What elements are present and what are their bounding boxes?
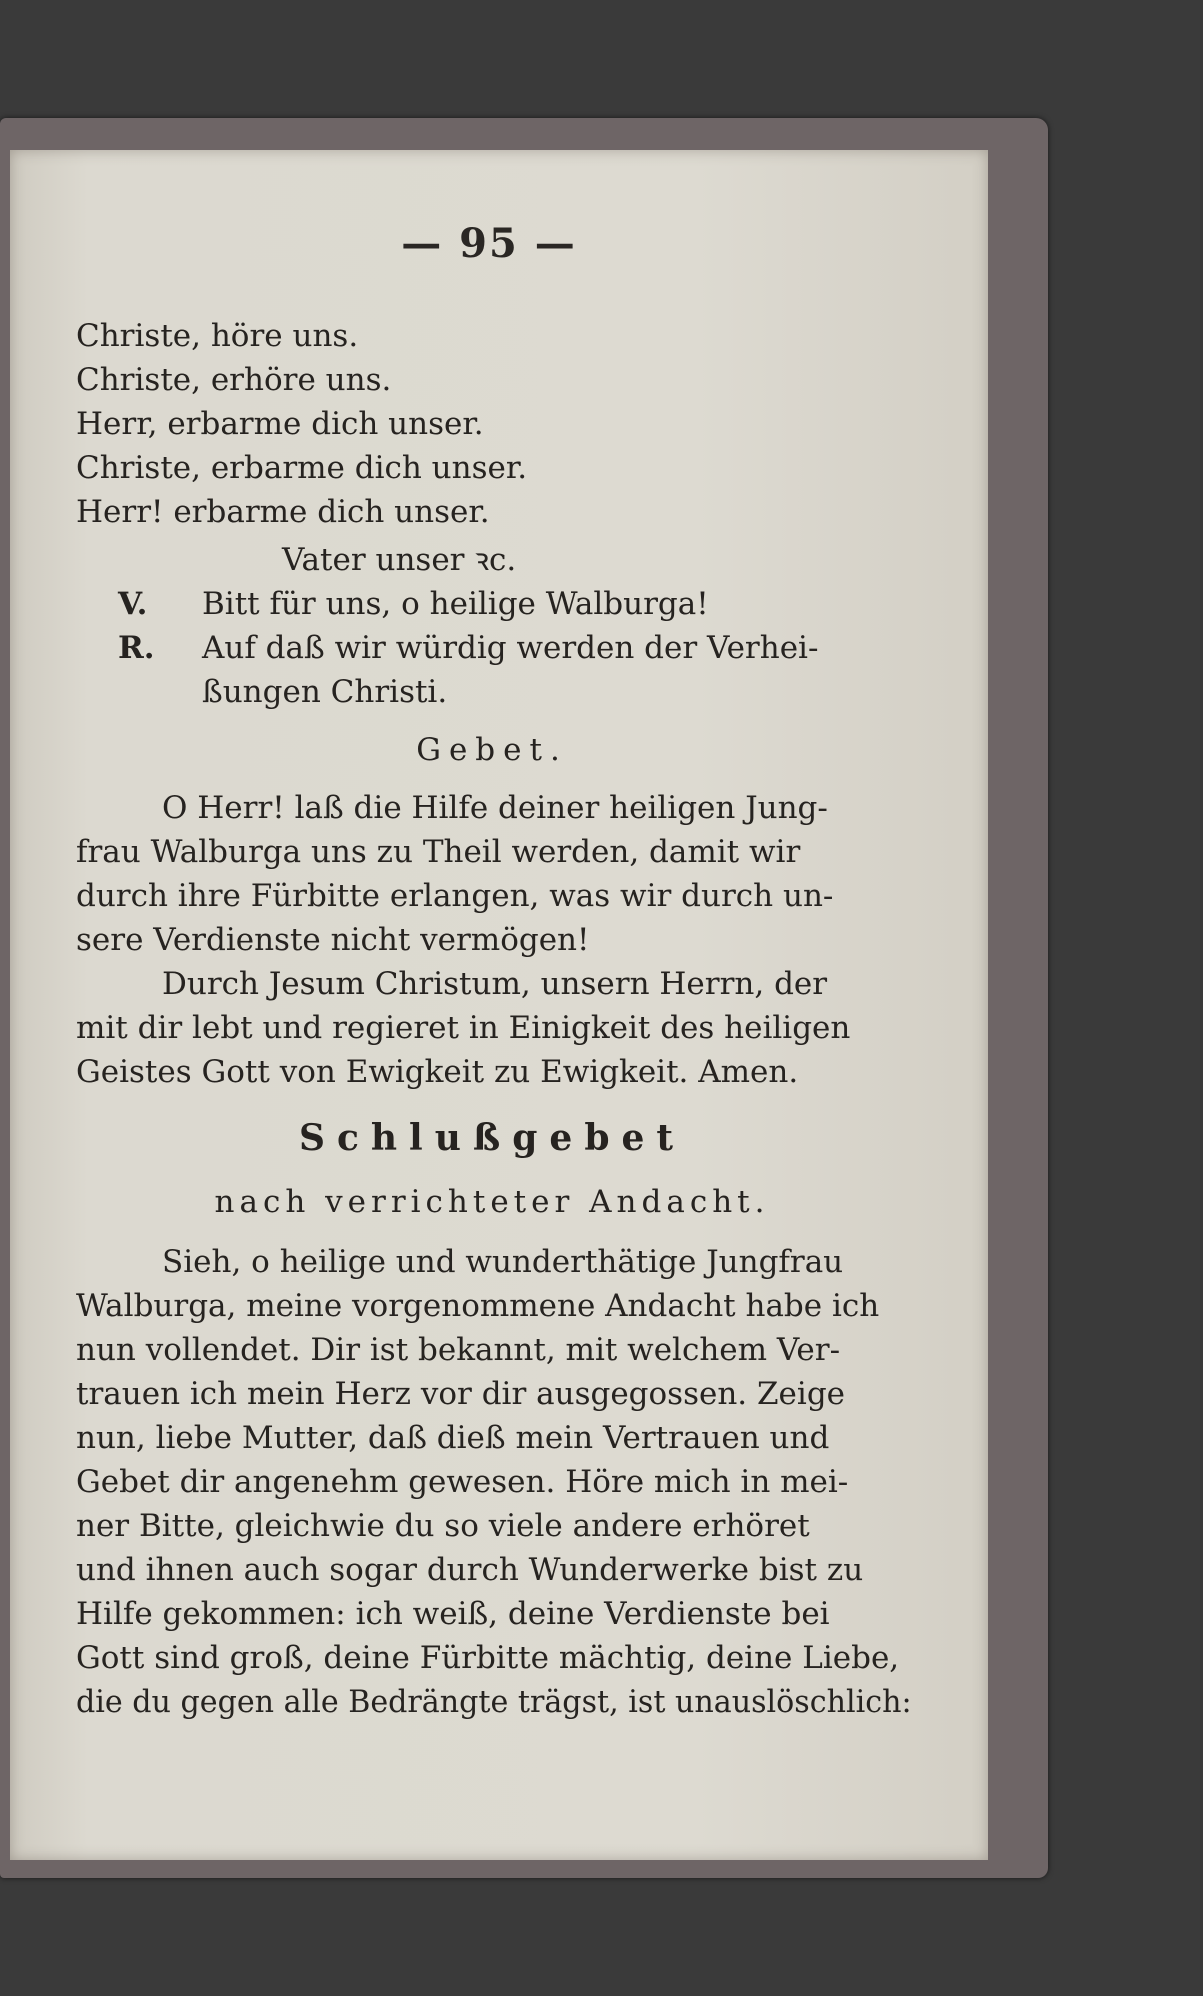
schluss-subheading: nach verrichteter Andacht. (214, 1184, 770, 1220)
schluss-line: Walburga, meine vorgenommene Andacht habe ich (76, 1288, 880, 1324)
schluss-line: Sieh, o heilige und wunderthätige Jungfrau (162, 1244, 844, 1280)
schluss-line: und ihnen auch sogar durch Wunderwerke bist zu (76, 1552, 864, 1588)
schluss-line: die du gegen alle Bedrängte trägst, ist unauslöschlich: (76, 1684, 912, 1720)
schluss-line: Hilfe gekommen: ich weiß, deine Verdienste bei (76, 1596, 830, 1632)
response-text: ßungen Christi. (202, 674, 448, 710)
gebet-line: O Herr! laß die Hilfe deiner heiligen Jung- (162, 790, 828, 826)
schluss-line: ner Bitte, gleichwie du so viele andere erhöret (76, 1508, 810, 1544)
gebet-line: Durch Jesum Christum, unsern Herrn, der (162, 966, 828, 1002)
schluss-line: Gott sind groß, deine Fürbitte mächtig, deine Liebe, (76, 1640, 900, 1676)
page-number: — 95 — (401, 220, 577, 267)
schluss-line: nun vollendet. Dir ist bekannt, mit welchem Ver- (76, 1332, 841, 1368)
vater-unser: Vater unser ꝛc. (282, 542, 517, 578)
schluss-heading: Schlußgebet (298, 1117, 686, 1159)
gebet-line: durch ihre Fürbitte erlangen, was wir durch un- (76, 878, 834, 914)
litany-line: Christe, erbarme dich unser. (76, 450, 528, 486)
response-text: Auf daß wir würdig werden der Verhei- (202, 630, 819, 666)
litany-line: Christe, erhöre uns. (76, 362, 392, 398)
gebet-heading: Gebet. (416, 732, 568, 768)
schluss-line: trauen ich mein Herz vor dir ausgegossen. Zeige (76, 1376, 846, 1412)
gebet-line: mit dir lebt und regieret in Einigkeit des heiligen (76, 1010, 851, 1046)
response-label: R. (118, 630, 155, 666)
gebet-line: Geistes Gott von Ewigkeit zu Ewigkeit. Amen. (76, 1054, 799, 1090)
litany-line: Christe, höre uns. (76, 318, 359, 354)
gebet-line: sere Verdienste nicht vermögen! (76, 922, 590, 958)
versicle-text: Bitt für uns, o heilige Walburga! (202, 586, 709, 622)
versicle-label: V. (118, 586, 148, 622)
schluss-line: Gebet dir angenehm gewesen. Höre mich in mei- (76, 1464, 849, 1500)
litany-line: Herr, erbarme dich unser. (76, 406, 484, 442)
page-text (72, 0, 912, 1996)
litany-line: Herr! erbarme dich unser. (76, 494, 490, 530)
schluss-line: nun, liebe Mutter, daß dieß mein Vertrauen und (76, 1420, 830, 1456)
gebet-line: frau Walburga uns zu Theil werden, damit wir (76, 834, 801, 870)
